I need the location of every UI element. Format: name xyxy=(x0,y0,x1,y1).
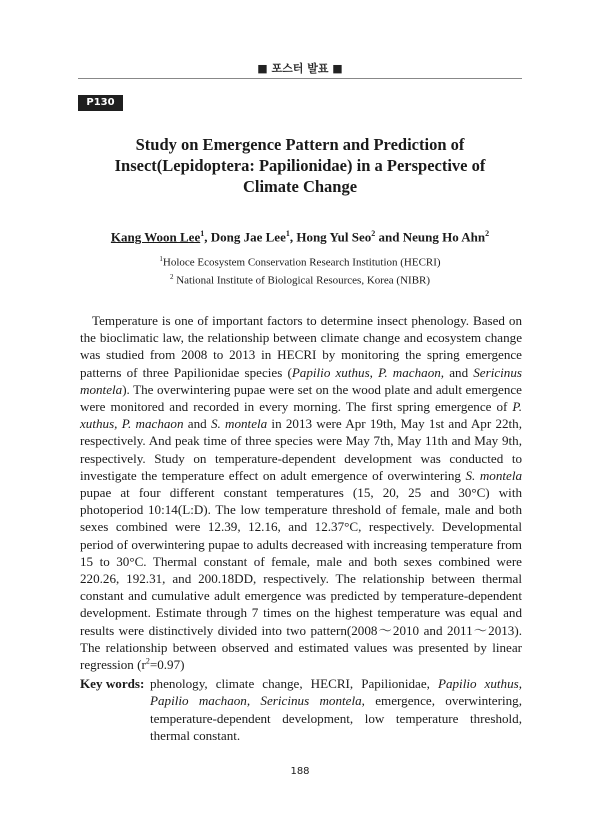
abstract-text: ). The overwintering pupae were set on the wood plate and adult emergence were monitored and recorded in every morning. The first spring emergence of xyxy=(80,381,522,415)
title-line: Insect(Lepidoptera: Papilionidae) in a Perspective of xyxy=(114,156,486,175)
section-header: ■ 포스터 발표 ■ xyxy=(257,62,343,75)
abstract-text: in 2013 were Apr 19th, May 1st and Apr 22th, respectively. And peak time of three species were May 7th, May 11th and May 9th, respectively. Study on temperature-dependent development was conducted to investigate the temperature effect on adult emergence of overwintering xyxy=(80,416,523,483)
author-separator: , xyxy=(204,229,211,245)
species-name: P. xuthus, P. machaon xyxy=(80,399,522,432)
abstract-text: and xyxy=(444,364,474,380)
author-name: Neung Ho Ahn xyxy=(402,229,486,245)
keyword-text: phenology, climate change, HECRI, Papilionidae, xyxy=(150,676,438,691)
species-name: S. montela xyxy=(465,467,522,483)
affiliation-mark: 2 xyxy=(169,272,174,281)
title-line: Study on Emergence Pattern and Prediction of xyxy=(135,135,465,154)
keywords xyxy=(80,675,522,745)
species-name: S. montela xyxy=(210,416,268,432)
abstract-text: pupae at four different constant temperatures (15, 20, 25 and 30°C) with photoperiod 10:14(L:D). The low temperature threshold of female, male and both sexes combined were 12.39, 12.16, and 12.37°C, respectively. Developmental period of overwintering pupae to adults decreased with increasing temperature from 15 to 30°C. Thermal constant of female, male and both sexes combined were 220.26, 192.31, and 200.18DD, respectively. The relationship between thermal constant and cumulative adult emergence was predicted by temperature-dependent development. Estimate through 7 times on the highest temperature was equal and results were distinctively divided into two pattern(2008～2010 and 2011～2013). The relationship between observed and estimated values was presented by linear regression (r xyxy=(80,485,522,673)
author-name: Hong Yul Seo xyxy=(296,229,372,245)
abstract-text: Temperature is one of important factors to determine insect phenology. Based on the bioclimatic law, the relationship between climate change and ecosystem change was studied from 2008 to 2013 in HECRI by monitoring the spring emergence patterns of three Papilionidae species ( xyxy=(80,313,522,380)
affiliation-text: Holoce Ecosystem Conservation Research Institution (HECRI) xyxy=(162,256,441,269)
author-affil-mark: 2 xyxy=(485,229,490,238)
superscript: 2 xyxy=(145,656,150,666)
author-name: Dong Jae Lee xyxy=(210,229,286,245)
affiliation-mark: 1 xyxy=(159,255,163,263)
poster-id-badge: P130 xyxy=(78,95,123,111)
species-name: Papilio xuthus, P. machaon, xyxy=(291,364,445,380)
author-name: Kang Woon Lee xyxy=(110,229,201,245)
title-line: Climate Change xyxy=(242,177,358,196)
author-affil-mark: 1 xyxy=(200,229,205,238)
author-affil-mark: 1 xyxy=(285,229,290,238)
keywords-list xyxy=(150,675,522,745)
affiliations xyxy=(78,252,522,287)
abstract-body xyxy=(80,312,522,673)
species-name: Papilio xuthus, Papilio machaon, Sericinus montela xyxy=(150,676,522,709)
affiliation-line xyxy=(78,252,522,270)
header-divider xyxy=(78,78,522,79)
affiliation-line xyxy=(78,270,522,288)
author-list xyxy=(78,229,522,245)
paper-title xyxy=(78,134,522,197)
affiliation-text: National Institute of Biological Resources, Korea (NIBR) xyxy=(173,274,431,287)
author-separator: , xyxy=(289,229,297,245)
abstract-text: =0.97) xyxy=(149,657,185,673)
author-affil-mark: 2 xyxy=(371,229,376,238)
abstract-text: and xyxy=(183,416,211,432)
keywords-label: Key words: xyxy=(80,676,145,691)
page-number: 188 xyxy=(290,766,310,777)
author-separator: and xyxy=(375,229,403,245)
species-name: Sericinus montela xyxy=(80,364,522,397)
keyword-text: , emergence, overwintering, temperature-dependent development, low temperature threshold, thermal constant. xyxy=(150,693,522,744)
